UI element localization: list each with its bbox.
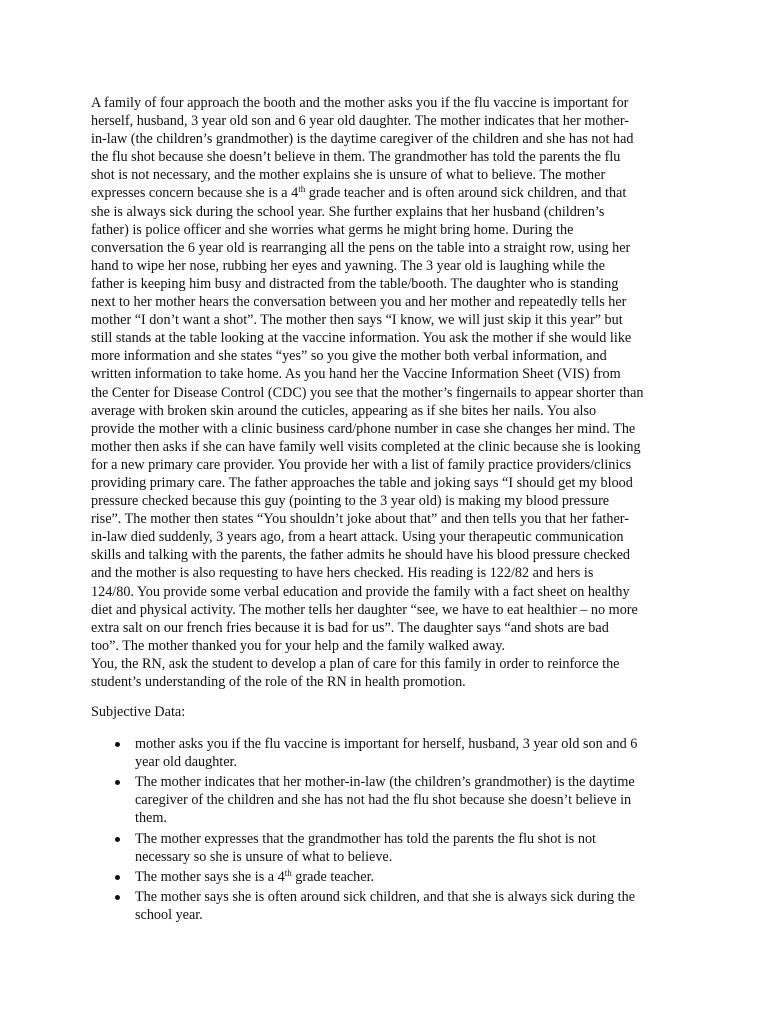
list-item-line <box>135 868 688 886</box>
bullet-icon <box>115 742 120 747</box>
paragraph-line: skills and talking with the parents, the father admits he should have his blood pressure checked <box>91 547 630 564</box>
paragraph-line: written information to take home. As you hand her the Vaccine Information Sheet (VIS) from <box>91 366 621 383</box>
paragraph-line: herself, husband, 3 year old son and 6 year old daughter. The mother indicates that her mother- <box>91 113 630 130</box>
subjective-data-list <box>91 735 688 924</box>
paragraph-line: father) is police officer and she worries what germs he might bring home. During the <box>91 221 574 238</box>
paragraph-line: shot is not necessary, and the mother explains she is unsure of what to believe. The mother <box>91 167 606 184</box>
line-text: expresses concern because she is a 4 <box>91 185 299 202</box>
paragraph-line: rise”. The mother then states “You shouldn’t joke about that” and then tells you that her father- <box>91 511 629 528</box>
list-item-line: them. <box>135 810 167 827</box>
superscript: th <box>284 867 292 878</box>
paragraph-line: 124/80. You provide some verbal education and provide the family with a fact sheet on healthy <box>91 583 630 600</box>
line-text: grade teacher. <box>291 868 375 885</box>
paragraph-line: provide the mother with a clinic business card/phone number in case she changes her mind. The <box>91 420 636 437</box>
line-text: grade teacher and is often around sick children, and that <box>305 185 627 202</box>
paragraph-line: the flu shot because she doesn’t believe in them. The grandmother has told the parents the flu <box>91 149 621 166</box>
list-item <box>91 868 688 886</box>
paragraph-line: mother then asks if she can have family well visits completed at the clinic because she is looking <box>91 438 641 455</box>
list-item-line: The mother indicates that her mother-in-law (the children’s grandmother) is the daytime <box>135 774 635 791</box>
list-item-line: The mother expresses that the grandmother has told the parents the flu shot is not <box>135 830 596 847</box>
paragraph-line: next to her mother hears the conversation between you and her mother and repeatedly tells her <box>91 294 627 311</box>
paragraph-line: providing primary care. The father approaches the table and joking says “I should get my blood <box>91 474 633 491</box>
paragraph-line: in-law died suddenly, 3 years ago, from a heart attack. Using your therapeutic communication <box>91 529 624 546</box>
paragraph-line: she is always sick during the school year. She further explains that her husband (children’s <box>91 203 605 220</box>
paragraph-line: in-law (the children’s grandmother) is the daytime caregiver of the children and she has not had <box>91 131 634 148</box>
paragraph-line: more information and she states “yes” so you give the mother both verbal information, and <box>91 348 607 365</box>
paragraph-line: too”. The mother thanked you for your help and the family walked away. <box>91 637 506 654</box>
paragraph-line: average with broken skin around the cuticles, appearing as if she bites her nails. You also <box>91 402 597 419</box>
bullet-icon <box>115 780 120 785</box>
list-item <box>91 888 688 924</box>
paragraph-line: pressure checked because this guy (pointing to the 3 year old) is making my blood pressure <box>91 493 610 510</box>
list-item-line: mother asks you if the flu vaccine is important for herself, husband, 3 year old son and 6 <box>135 736 638 753</box>
paragraph-line: diet and physical activity. The mother tells her daughter “see, we have to eat healthier – no more <box>91 601 638 618</box>
paragraph-line: A family of four approach the booth and the mother asks you if the flu vaccine is important for <box>91 95 629 111</box>
list-item-line: school year. <box>135 906 203 923</box>
bullet-icon <box>115 895 120 900</box>
list-item <box>91 773 688 827</box>
list-item-line: caregiver of the children and she has not had the flu shot because she doesn’t believe in <box>135 792 632 809</box>
list-item <box>91 735 688 771</box>
superscript: th <box>298 184 306 195</box>
scenario-paragraph <box>91 94 688 691</box>
paragraph-line: and the mother is also requesting to have hers checked. His reading is 122/82 and hers is <box>91 565 594 582</box>
line-text: The mother says she is a 4 <box>135 868 285 885</box>
list-item <box>91 830 688 866</box>
paragraph-line: the Center for Disease Control (CDC) you see that the mother’s fingernails to appear shorter than <box>91 384 644 401</box>
list-item-line: year old daughter. <box>135 754 238 771</box>
bullet-icon <box>115 875 120 880</box>
paragraph-line: for a new primary care provider. You provide her with a list of family practice providers/clinics <box>91 456 632 473</box>
paragraph-line: extra salt on our french fries because it is bad for us”. The daughter says “and shots are bad <box>91 619 609 636</box>
paragraph-line: still stands at the table looking at the vaccine information. You ask the mother if she would like <box>91 330 632 347</box>
bullet-icon <box>115 837 120 842</box>
paragraph-line: You, the RN, ask the student to develop a plan of care for this family in order to reinforce the <box>91 655 620 672</box>
paragraph-line: mother “I don’t want a shot”. The mother then says “I know, we will just skip it this year” but <box>91 312 623 329</box>
paragraph-line: father is keeping him busy and distracted from the table/booth. The daughter who is standing <box>91 275 619 292</box>
list-item-line: The mother says she is often around sick children, and that she is always sick during the <box>135 888 635 905</box>
paragraph-line: hand to wipe her nose, rubbing her eyes and yawning. The 3 year old is laughing while the <box>91 257 605 274</box>
subjective-data-heading: Subjective Data: <box>91 704 186 721</box>
paragraph-line <box>91 184 688 202</box>
paragraph-line: student’s understanding of the role of the RN in health promotion. <box>91 674 466 690</box>
paragraph-line: conversation the 6 year old is rearranging all the pens on the table into a straight row, using her <box>91 239 631 256</box>
list-item-line: necessary so she is unsure of what to believe. <box>135 848 393 865</box>
